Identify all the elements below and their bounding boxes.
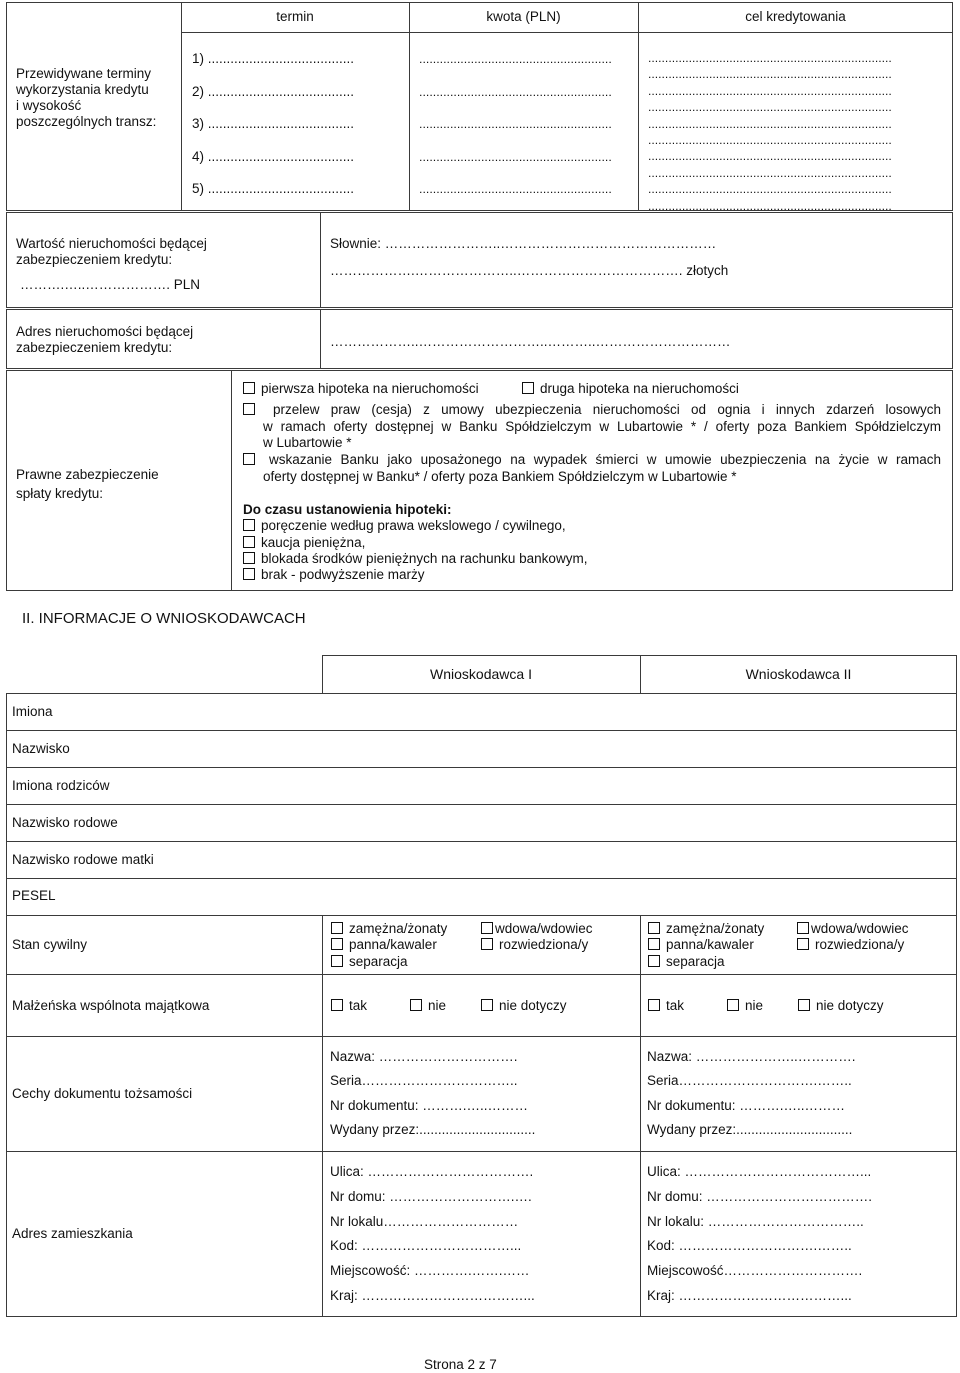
- row-imiona-rodzicow[interactable]: [6, 767, 957, 805]
- label-pesel: PESEL: [12, 888, 56, 903]
- header-applicant-1: Wnioskodawca I: [430, 666, 532, 682]
- label-nazwisko-rodowe: Nazwisko rodowe: [12, 815, 118, 830]
- checkbox-a2-separated[interactable]: [648, 955, 660, 967]
- header-termin: termin: [276, 9, 314, 24]
- a2-separated[interactable]: separacja: [648, 954, 725, 970]
- term-1[interactable]: 1) .......................................: [192, 51, 355, 66]
- property-value-field[interactable]: ……….…..………………. PLN: [20, 277, 201, 292]
- until-mortgage-heading: Do czasu ustanowienia hipoteki:: [243, 502, 452, 517]
- checkbox-a2-single[interactable]: [648, 938, 660, 950]
- property-value-words[interactable]: Słownie: ……………………..…………………………………………: [330, 236, 717, 251]
- a2-property-yes[interactable]: tak: [648, 998, 684, 1014]
- legal-security-label: Prawne zabezpieczenie spłaty kredytu:: [16, 467, 159, 501]
- until-option-1[interactable]: poręczenie według prawa wekslowego / cywilnego,: [243, 518, 566, 534]
- a2-married[interactable]: zamężna/żonaty: [648, 921, 764, 937]
- until-option-2[interactable]: kaucja pieniężna,: [243, 535, 365, 551]
- property-value-words-line[interactable]: ……………….…………………..………………………………. złotych: [330, 263, 729, 278]
- label-stan-cywilny: Stan cywilny: [12, 937, 88, 952]
- label-imiona-rodzicow: Imiona rodziców: [12, 778, 110, 793]
- term-3[interactable]: 3) .......................................: [192, 116, 355, 131]
- a1-single[interactable]: panna/kawaler: [331, 937, 437, 953]
- until-option-4[interactable]: brak - podwyższenie marży: [243, 567, 425, 583]
- term-5[interactable]: 5) .......................................: [192, 181, 355, 196]
- until-option-3[interactable]: blokada środków pieniężnych na rachunku bankowym,: [243, 551, 587, 567]
- amount-2[interactable]: ........................................................: [419, 85, 612, 99]
- a2-divorced[interactable]: rozwiedziona/y: [797, 937, 904, 953]
- term-4[interactable]: 4) .......................................: [192, 149, 355, 164]
- a2-id-fields[interactable]: Nazwa: …………………..…………. Seria………………………….…….. Nr dokumentu: ……….…..……… Wydany przez:...............................: [647, 1049, 856, 1137]
- checkbox-a1-divorced[interactable]: [481, 938, 493, 950]
- a2-single[interactable]: panna/kawaler: [648, 937, 754, 953]
- amount-1[interactable]: ........................................................: [419, 52, 612, 66]
- a1-divorced[interactable]: rozwiedziona/y: [481, 937, 588, 953]
- checkbox-a1-separated[interactable]: [331, 955, 343, 967]
- checkbox-margin-increase[interactable]: [243, 568, 255, 580]
- header-kwota: kwota (PLN): [486, 9, 561, 24]
- amount-4[interactable]: ........................................................: [419, 150, 612, 164]
- a2-property-na[interactable]: nie dotyczy: [798, 998, 884, 1014]
- a1-property-na[interactable]: nie dotyczy: [481, 998, 567, 1014]
- label-wspolnota: Małżeńska wspólnota majątkowa: [12, 998, 210, 1013]
- header-cel: cel kredytowania: [745, 9, 846, 24]
- a1-property-yes[interactable]: tak: [331, 998, 367, 1014]
- purpose-lines[interactable]: ........................................................................ ........................................................................ ........................................................................ ........................................................................ ........................................................................ ........................................................................ ........................................................................ ........................................................................ ........................................................................ ........................................................................: [648, 51, 892, 213]
- checkbox-a1-property-na[interactable]: [481, 999, 493, 1011]
- checkbox-beneficiary[interactable]: [243, 453, 255, 465]
- section-2-heading: II. INFORMACJE O WNIOSKODAWCACH: [22, 610, 306, 627]
- row-nazwisko[interactable]: [6, 730, 957, 768]
- second-mortgage-option[interactable]: druga hipoteka na nieruchomości: [522, 381, 739, 397]
- checkbox-a2-property-na[interactable]: [798, 999, 810, 1011]
- a1-id-fields[interactable]: Nazwa: …………………………. Seria…………………………….. Nr dokumentu: ……….…..……… Wydany przez:...............................: [330, 1049, 536, 1137]
- a2-property-no[interactable]: nie: [727, 998, 763, 1014]
- amount-3[interactable]: ........................................................: [419, 117, 612, 131]
- checkbox-blockade[interactable]: [243, 552, 255, 564]
- amount-5[interactable]: ........................................................: [419, 182, 612, 196]
- a1-separated[interactable]: separacja: [331, 954, 408, 970]
- a2-address-fields[interactable]: Ulica: …………………………………... Nr domu: ………………………………. Nr lokalu: …………………………….. Kod: ………………………….…….. Miejscowość…………………………. Kraj: ………………………………...: [647, 1164, 873, 1303]
- term-2[interactable]: 2) .......................................: [192, 84, 355, 99]
- checkbox-a1-property-no[interactable]: [410, 999, 422, 1011]
- a2-widowed[interactable]: wdowa/wdowiec: [797, 921, 909, 937]
- a1-address-fields[interactable]: Ulica: ………………………………. Nr domu: ……………………….…. Nr lokalu………………………… Kod: ……………………………... Miejscowość: ………….…….…… Kraj: ………………………………...: [330, 1164, 535, 1303]
- checkbox-a2-property-no[interactable]: [727, 999, 739, 1011]
- a1-property-no[interactable]: nie: [410, 998, 446, 1014]
- checkbox-second-mortgage[interactable]: [522, 382, 534, 394]
- row-imiona[interactable]: [6, 693, 957, 731]
- property-address-label: Adres nieruchomości będącej zabezpieczeniem kredytu:: [16, 324, 194, 355]
- property-address-field[interactable]: ………………..………………………..………..…………………………: [330, 334, 731, 349]
- terms-label: Przewidywane terminy wykorzystania kredytu i wysokość poszczególnych transz:: [16, 66, 157, 129]
- checkbox-deposit[interactable]: [243, 536, 255, 548]
- first-mortgage-option[interactable]: pierwsza hipoteka na nieruchomości: [243, 381, 479, 397]
- property-value-label: Wartość nieruchomości będącej zabezpieczeniem kredytu:: [16, 236, 207, 267]
- checkbox-a2-property-yes[interactable]: [648, 999, 660, 1011]
- checkbox-a1-property-yes[interactable]: [331, 999, 343, 1011]
- checkbox-a2-married[interactable]: [648, 922, 660, 934]
- checkbox-a1-widowed[interactable]: [481, 922, 493, 934]
- label-adres: Adres zamieszkania: [12, 1226, 133, 1241]
- checkbox-cession[interactable]: [243, 403, 255, 415]
- beneficiary-text: wskazanie Banku jako uposażonego na wypadek śmierci w umowie ubezpieczenia na życie w ramach oferty dostępnej w Banku* / oferty poza Bankiem Spółdzielczym w Lubartowie *: [263, 452, 941, 484]
- a1-widowed[interactable]: wdowa/wdowiec: [481, 921, 593, 937]
- checkbox-guarantee[interactable]: [243, 519, 255, 531]
- label-imiona: Imiona: [12, 704, 53, 719]
- header-applicant-2: Wnioskodawca II: [745, 666, 852, 682]
- a1-married[interactable]: zamężna/żonaty: [331, 921, 447, 937]
- row-nazwisko-rodowe[interactable]: [6, 804, 957, 842]
- label-nazwisko: Nazwisko: [12, 741, 70, 756]
- checkbox-a1-single[interactable]: [331, 938, 343, 950]
- checkbox-first-mortgage[interactable]: [243, 382, 255, 394]
- checkbox-a2-widowed[interactable]: [797, 922, 809, 934]
- label-nazwisko-rodowe-matki: Nazwisko rodowe matki: [12, 852, 154, 867]
- row-pesel[interactable]: [6, 878, 957, 916]
- checkbox-a2-divorced[interactable]: [797, 938, 809, 950]
- label-dokument: Cechy dokumentu tożsamości: [12, 1086, 193, 1101]
- cession-text: przelew praw (cesja) z umowy ubezpieczenia nieruchomości od ognia i innych zdarzeń losowych w ramach oferty dostępnej w Banku Spółdzielczym w Lubartowie * / oferty poza Bankiem Spółdzielczym w Lubartowie *: [263, 402, 941, 450]
- page-number: Strona 2 z 7: [424, 1357, 497, 1372]
- checkbox-a1-married[interactable]: [331, 922, 343, 934]
